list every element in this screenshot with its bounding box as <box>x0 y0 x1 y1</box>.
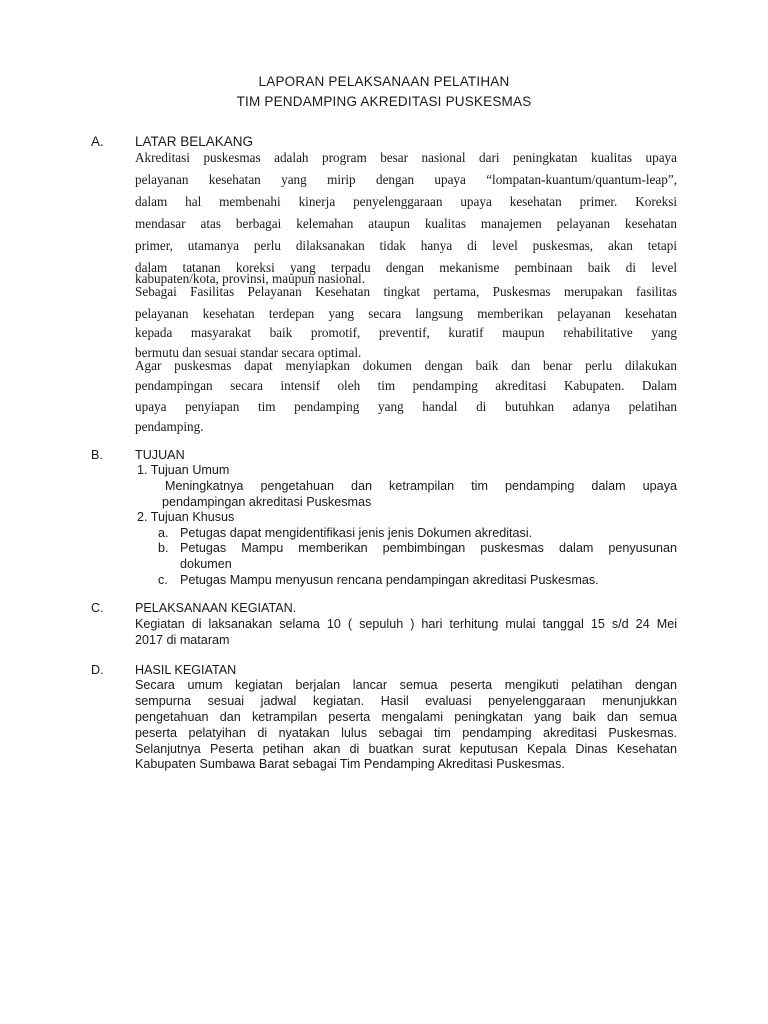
section-d-letter: D. <box>91 663 104 677</box>
section-d-line: peserta pelatyihan di nyatakan lulus sebagai tim pendamping akreditasi Puskesmas. <box>135 726 677 740</box>
section-c-heading: PELAKSANAAN KEGIATAN. <box>135 601 297 615</box>
section-d-line: sempurna sesuai jadwal kegiatan. Hasil evaluasi penyelenggaraan menunjukkan <box>135 694 677 708</box>
tujuan-umum-line: Meningkatnya pengetahuan dan ketrampilan tim pendamping dalam upaya <box>165 479 677 493</box>
section-a-line: bermutu dan sesuai standar secara optimal. <box>135 345 362 360</box>
section-d-line: Kabupaten Sumbawa Barat sebagai Tim Pendamping Akreditasi Puskesmas. <box>135 757 565 771</box>
section-a-line: pelayanan kesehatan yang mirip dengan upaya “lompatan-kuantum/quantum-leap”, <box>135 172 677 187</box>
section-a-line: Agar puskesmas dapat menyiapkan dokumen dengan baik dan benar perlu dilakukan <box>135 358 677 373</box>
section-c-letter: C. <box>91 601 104 615</box>
tujuan-umum-label: 1. Tujuan Umum <box>137 463 230 477</box>
section-a-line: dalam tatanan koreksi yang terpadu dengan mekanisme pembinaan baik di level <box>135 260 677 275</box>
section-d-line: Selanjutnya Peserta petihan akan di buatkan surat keputusan Kepala Dinas Kesehatan <box>135 742 677 756</box>
section-a-line: primer, utamanya perlu dilaksanakan tidak hanya di level puskesmas, akan tetapi <box>135 238 677 253</box>
section-a-line: upaya penyiapan tim pendamping yang handal di butuhkan adanya pelatihan <box>135 399 677 414</box>
document-title-line-2: TIM PENDAMPING AKREDITASI PUSKESMAS <box>236 94 532 109</box>
tujuan-khusus-marker: a. <box>158 526 169 540</box>
section-a-heading: LATAR BELAKANG <box>135 134 254 149</box>
tujuan-khusus-marker: c. <box>158 573 168 587</box>
section-a-line: kepada masyarakat baik promotif, preventif, kuratif maupun rehabilitative yang <box>135 325 677 340</box>
section-a-line: Akreditasi puskesmas adalah program besar nasional dari peningkatan kualitas upaya <box>135 150 677 165</box>
section-a-line: dalam hal membenahi kinerja penyelenggaraan upaya kesehatan primer. Koreksi <box>135 194 677 209</box>
section-c-line: Kegiatan di laksanakan selama 10 ( sepuluh ) hari terhitung mulai tanggal 15 s/d 24 Mei <box>135 617 677 631</box>
section-a-line: pelayanan kesehatan terdepan yang secara langsung memberikan pelayanan kesehatan <box>135 306 677 321</box>
section-a-line: Sebagai Fasilitas Pelayanan Kesehatan tingkat pertama, Puskesmas merupakan fasilitas <box>135 284 677 299</box>
tujuan-khusus-item: Petugas dapat mengidentifikasi jenis jenis Dokumen akreditasi. <box>180 526 533 540</box>
section-d-line: Secara umum kegiatan berjalan lancar semua peserta mengikuti pelatihan dengan <box>135 678 677 692</box>
section-a-line: pendamping. <box>135 419 204 434</box>
tujuan-umum-line: pendampingan akreditasi Puskesmas <box>162 495 372 509</box>
section-c-line: 2017 di mataram <box>135 633 230 647</box>
section-a-line: pendampingan secara intensif oleh tim pendamping akreditasi Kabupaten. Dalam <box>135 378 677 393</box>
section-a-letter: A. <box>91 134 104 149</box>
tujuan-khusus-marker: b. <box>158 541 169 555</box>
section-a-line: kabupaten/kota, provinsi, maupun nasional. <box>135 271 366 286</box>
section-b-letter: B. <box>91 448 103 462</box>
section-a-line: mendasar atas berbagai kelemahan ataupun kualitas manajemen pelayanan kesehatan <box>135 216 677 231</box>
tujuan-khusus-item: Petugas Mampu menyusun rencana pendampingan akreditasi Puskesmas. <box>180 573 599 587</box>
document-title-line-1: LAPORAN PELAKSANAAN PELATIHAN <box>258 74 510 89</box>
section-d-line: pengetahuan dan ketrampilan peserta mengalami peningkatan yang baik dan semua <box>135 710 677 724</box>
tujuan-khusus-label: 2. Tujuan Khusus <box>137 510 235 524</box>
section-d-heading: HASIL KEGIATAN <box>135 663 237 677</box>
section-b-heading: TUJUAN <box>135 448 185 462</box>
tujuan-khusus-item: Petugas Mampu memberikan pembimbingan puskesmas dalam penyusunan <box>180 541 677 555</box>
tujuan-khusus-item: dokumen <box>180 557 232 571</box>
